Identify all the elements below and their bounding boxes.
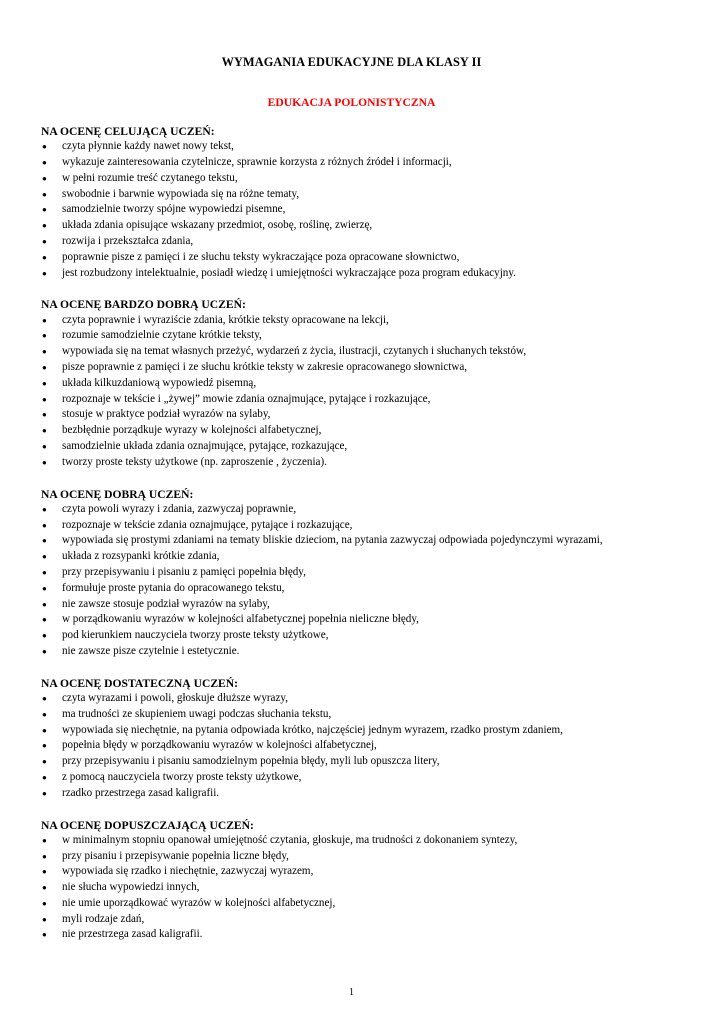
list-item [41, 864, 681, 880]
bullet-icon: ● [42, 788, 47, 798]
subject-heading: EDUKACJA POLONISTYCZNA [267, 96, 436, 109]
bullet-icon: ● [42, 457, 47, 467]
bullet-icon: ● [42, 268, 47, 278]
list-item-text: formułuje proste pytania do opracowanego tekstu, [62, 581, 285, 594]
list-item [41, 912, 681, 928]
requirements-list [41, 502, 681, 660]
list-item [41, 927, 681, 943]
bullet-icon: ● [42, 362, 47, 372]
list-item-text: przy przepisywaniu i pisaniu z pamięci popełnia błędy, [62, 565, 306, 578]
bullet-icon: ● [42, 347, 47, 357]
bullet-icon: ● [42, 236, 47, 246]
grade-section [41, 124, 681, 281]
list-item-text: samodzielnie tworzy spójne wypowiedzi pisemne, [62, 203, 286, 216]
bullet-icon: ● [42, 378, 47, 388]
list-item-text: nie przestrzega zasad kaligrafii. [62, 928, 203, 941]
list-item-text: układa z rozsypanki krótkie zdania, [62, 550, 220, 563]
bullet-icon: ● [42, 252, 47, 262]
list-item [41, 187, 681, 203]
list-item [41, 502, 681, 518]
list-item-text: pod kierunkiem nauczyciela tworzy proste teksty użytkowe, [62, 629, 329, 642]
list-item [41, 849, 681, 865]
list-item [41, 407, 681, 423]
list-item [41, 376, 681, 392]
grade-heading: NA OCENĘ DOBRĄ UCZEŃ: [41, 487, 194, 501]
grade-section [41, 297, 681, 470]
list-item [41, 691, 681, 707]
bullet-icon: ● [42, 567, 47, 577]
list-item-text: swobodnie i barwnie wypowiada się na różne tematy, [62, 187, 300, 200]
bullet-icon: ● [42, 898, 47, 908]
list-item-text: rozumie samodzielnie czytane krótkie teksty, [62, 329, 262, 342]
list-item [41, 880, 681, 896]
bullet-icon: ● [42, 709, 47, 719]
bullet-icon: ● [42, 158, 47, 167]
list-item-text: stosuje w praktyce podział wyrazów na sylaby, [62, 408, 271, 421]
bullet-icon: ● [42, 426, 47, 436]
bullet-icon: ● [42, 504, 47, 514]
bullet-icon: ● [42, 173, 47, 183]
list-item-text: przy przepisywaniu i pisaniu samodzielnym popełnia błędy, myli lub opuszcza litery, [62, 755, 440, 768]
list-item [41, 250, 681, 266]
list-item-text: wypowiada się niechętnie, na pytania odpowiada krótko, najczęściej jednym wyrazem, rzadko prostym zdaniem, [62, 723, 563, 736]
list-item [41, 171, 681, 187]
list-item [41, 392, 681, 408]
list-item-text: ma trudności ze skupieniem uwagi podczas słuchania tekstu, [62, 707, 332, 720]
list-item-text: układa zdania opisujące wskazany przedmiot, osobę, roślinę, zwierzę, [62, 219, 373, 232]
list-item-text: popełnia błędy w porządkowaniu wyrazów w kolejności alfabetycznej, [62, 739, 377, 752]
list-item-text: bezbłędnie porządkuje wyrazy w kolejności alfabetycznej, [62, 424, 322, 437]
list-item [41, 439, 681, 455]
bullet-icon: ● [42, 536, 47, 546]
bullet-icon: ● [42, 914, 47, 924]
list-item-text: czyta poprawnie i wyraziście zdania, krótkie teksty opracowane na lekcji, [62, 313, 389, 326]
list-item [41, 565, 681, 581]
list-item [41, 644, 681, 660]
bullet-icon: ● [42, 441, 47, 451]
bullet-icon: ● [42, 410, 47, 420]
grade-heading: NA OCENĘ CELUJĄCĄ UCZEŃ: [41, 125, 215, 138]
bullet-icon: ● [42, 552, 47, 562]
list-item [41, 723, 681, 739]
list-item [41, 234, 681, 250]
list-item [41, 328, 681, 344]
bullet-icon: ● [42, 835, 47, 845]
list-item-text: myli rodzaje zdań, [62, 912, 145, 925]
bullet-icon: ● [42, 394, 47, 404]
list-item [41, 313, 681, 329]
bullet-icon: ● [42, 646, 47, 656]
bullet-icon: ● [42, 331, 47, 341]
list-item-text: wypowiada się prostymi zdaniami na tematy bliskie dzieciom, na pytania zazwyczaj odpowiada pojedynczymi wyrazami, [62, 534, 603, 547]
list-item-text: poprawnie pisze z pamięci i ze słuchu teksty wykraczające poza opracowane słownictwo, [62, 250, 460, 263]
bullet-icon: ● [42, 741, 47, 751]
list-item-text: czyta wyrazami i powoli, głoskuje dłuższe wyrazy, [62, 691, 289, 704]
list-item-text: czyta płynnie każdy nawet nowy tekst, [62, 140, 234, 153]
list-item [41, 738, 681, 754]
bullet-icon: ● [42, 615, 47, 625]
list-item-text: nie zawsze pisze czytelnie i estetycznie. [62, 644, 240, 657]
grade-section [41, 676, 681, 802]
document-title: WYMAGANIA EDUKACYJNE DLA KLASY II [221, 55, 482, 69]
list-item [41, 628, 681, 644]
list-item [41, 896, 681, 912]
list-item [41, 360, 681, 376]
requirements-list [41, 833, 681, 944]
list-item-text: samodzielnie układa zdania oznajmujące, pytające, rozkazujące, [62, 439, 348, 452]
grade-heading: NA OCENĘ DOSTATECZNĄ UCZEŃ: [41, 676, 239, 690]
list-item [41, 155, 681, 171]
bullet-icon: ● [42, 205, 47, 215]
list-item-text: wypowiada się na temat własnych przeżyć, wydarzeń z życia, ilustracji, czytanych i słuchanych tekstów, [62, 345, 527, 358]
requirements-list [41, 313, 681, 471]
bullet-icon: ● [42, 142, 47, 152]
bullet-icon: ● [42, 883, 47, 893]
page-number: 1 [349, 987, 354, 998]
list-item-text: nie umie uporządkować wyrazów w kolejności alfabetycznej, [62, 896, 336, 909]
bullet-icon: ● [42, 693, 47, 703]
list-item [41, 597, 681, 613]
list-item [41, 549, 681, 565]
requirements-sections [41, 124, 681, 959]
bullet-icon: ● [42, 930, 47, 940]
list-item [41, 707, 681, 723]
list-item-text: nie zawsze stosuje podział wyrazów na sylaby, [62, 597, 270, 610]
bullet-icon: ● [42, 221, 47, 231]
list-item [41, 612, 681, 628]
bullet-icon: ● [42, 851, 47, 861]
list-item [41, 581, 681, 597]
bullet-icon: ● [42, 189, 47, 199]
list-item-text: z pomocą nauczyciela tworzy proste teksty użytkowe, [62, 770, 302, 783]
list-item-text: w pełni rozumie treść czytanego tekstu, [62, 171, 238, 184]
list-item-text: pisze poprawnie z pamięci i ze słuchu krótkie teksty w zakresie opracowanego słownictwa, [62, 360, 468, 373]
list-item-text: nie słucha wypowiedzi innych, [62, 881, 200, 894]
list-item [41, 518, 681, 534]
list-item [41, 754, 681, 770]
list-item-text: rozpoznaje w tekście zdania oznajmujące, pytające i rozkazujące, [62, 518, 353, 531]
bullet-icon: ● [42, 599, 47, 609]
bullet-icon: ● [42, 315, 47, 325]
bullet-icon: ● [42, 867, 47, 877]
list-item-text: przy pisaniu i przepisywanie popełnia liczne błędy, [62, 849, 289, 862]
list-item [41, 786, 681, 802]
list-item [41, 770, 681, 786]
bullet-icon: ● [42, 772, 47, 782]
grade-heading: NA OCENĘ BARDZO DOBRĄ UCZEŃ: [41, 298, 246, 312]
list-item [41, 533, 681, 549]
bullet-icon: ● [42, 757, 47, 767]
list-item-text: w porządkowaniu wyrazów w kolejności alfabetycznej popełnia nieliczne błędy, [62, 613, 419, 626]
list-item [41, 455, 681, 471]
list-item-text: rozwija i przekształca zdania, [62, 234, 194, 247]
list-item-text: wykazuje zainteresowania czytelnicze, sprawnie korzysta z różnych źródeł i informacji, [62, 156, 452, 168]
grade-section [41, 487, 681, 660]
requirements-list [41, 139, 681, 281]
list-item [41, 139, 681, 155]
list-item-text: wypowiada się rzadko i niechętnie, zazwyczaj wyrazem, [62, 865, 314, 878]
list-item-text: układa kilkuzdaniową wypowiedź pisemną, [62, 376, 257, 389]
list-item [41, 202, 681, 218]
list-item [41, 218, 681, 234]
list-item-text: w minimalnym stopniu opanował umiejętność czytania, głoskuje, ma trudności z dokonaniem syntezy, [62, 833, 518, 846]
bullet-icon: ● [42, 583, 47, 593]
list-item-text: tworzy proste teksty użytkowe (np. zaproszenie , życzenia). [62, 455, 327, 468]
list-item-text: rozpoznaje w tekście i „żywej” mowie zdania oznajmujące, pytające i rozkazujące, [62, 392, 431, 405]
grade-section [41, 818, 681, 944]
list-item [41, 266, 681, 282]
list-item-text: jest rozbudzony intelektualnie, posiadł wiedzę i umiejętności wykraczające poza program edukacyjny. [62, 266, 516, 279]
bullet-icon: ● [42, 725, 47, 735]
requirements-list [41, 691, 681, 802]
list-item [41, 423, 681, 439]
list-item [41, 344, 681, 360]
list-item-text: rzadko przestrzega zasad kaligrafii. [62, 786, 220, 799]
bullet-icon: ● [42, 631, 47, 641]
list-item-text: czyta powoli wyrazy i zdania, zazwyczaj poprawnie, [62, 502, 297, 515]
grade-heading: NA OCENĘ DOPUSZCZAJĄCĄ UCZEŃ: [41, 818, 254, 832]
list-item [41, 833, 681, 849]
bullet-icon: ● [42, 520, 47, 530]
